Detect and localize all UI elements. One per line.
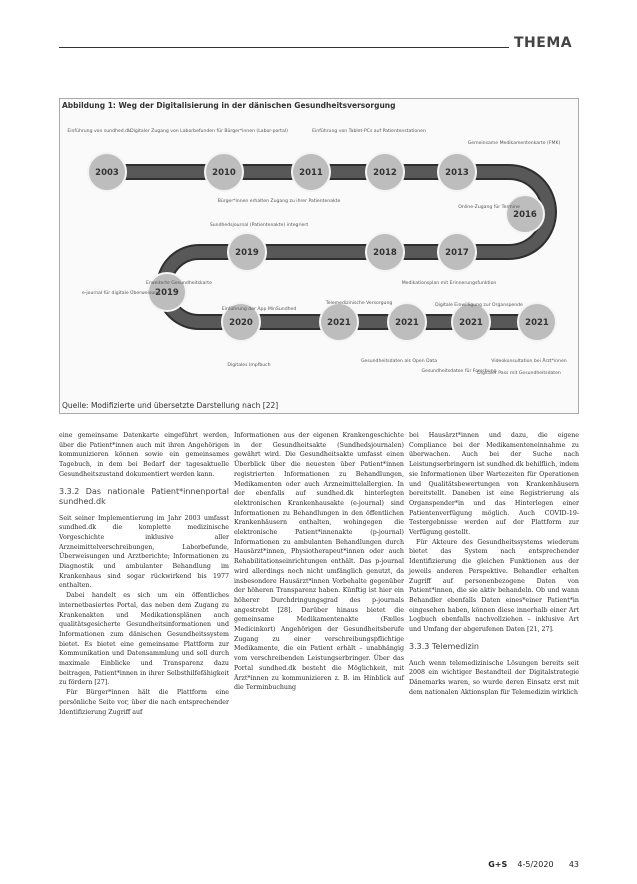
timeline-annotation: e-journal für digitale Überweisung [81,291,161,296]
figure-source: Quelle: Modifizierte und übersetzte Darstellung nach [22] [62,401,279,410]
year-label: 2020 [229,318,253,328]
paragraph: Auch wenn telemedizinische Lösungen bereits seit 2008 ein wichtiger Bestandteil der Digitalstrategie Dänemarks waren, so wurde deren Einsatz erst mit dem nationalen Aktionsplan für Telemedizin wirklich [409,659,579,696]
year-label: 2021 [459,318,483,328]
figure-caption: Abbildung 1: Weg der Digitalisierung in der dänischen Gesundheitsversorgung [62,101,396,110]
text-column-1 [59,431,229,717]
paragraph: Für Bürger*innen hält die Plattform eine persönliche Seite vor, über die nach entsprechender Identifizierung Zugriff auf [59,689,229,716]
issue-number: 4-5/2020 [517,860,554,869]
header-rule [59,47,509,48]
timeline-annotation: Digitaler Zugang von Laborbefunden für Bürger*innen (Labor-portal) [130,129,288,134]
paragraph: Dabei handelt es sich um ein öffentliches internetbasiertes Portal, das neben dem Zugang zu Krankenakten und Medikationsplänen auch qualitätsgesicherte Gesundheitsinformationen und Informationen zum dänischen Gesundheitssystem bietet. Es bietet eine gemeinsame Plattform zur Kommunikation und Datensammlung und soll durch maximale Einblicke und Transparenz dazu beitragen, Patient*innen in ihrer Selbsthilfefähigkeit zu fördern [27]. [59,592,229,687]
page-footer [488,860,579,869]
paragraph: Informationen aus der eigenen Krankengeschichte in der Gesundheitsakte (Sundhedsjournalen) gewährt wird. Die Gesundheitsakte umfasst einen Überblick über die neuesten über Patient*innen registrierten Informationen zu Behandlungen, Medikamenten oder auch Arzneimittelallergien. In der ebenfalls auf sundhed.dk hinterlegten elektronischen Krankenhausakte (e-journal) sind Informationen zu Behandlungen in den öffentlichen Krankenhäusern enthalten, wohingegen die elektronische Patient*innenakte (p-journal) Informationen zu ambulanten Behandlungen durch Hausärzt*innen, Physiotherapeut*innen oder auch Rehabilitationseinrichtungen enthält. Das p-journal wird allerdings noch nicht umfänglich genutzt, da insbesondere Hausärzt*innen Vorbehalte gegenüber der höheren Transparenz haben. Künftig ist hier ein höherer Durchdringungsgrad des p-journals angestrebt [28]. Darüber hinaus bietet die gemeinsame Medikamentenakte (Fælles Medicinkort) Angehörigen der Gesundheitsberufe Zugang zu einer verschreibungspflichtige Medikamente, die ein Patient erhält – unabhängig vom verschreibenden Leistungserbringer. Über das Portal sundhed.dk besteht die Möglichkeit, mit Ärzt*innen zu kommunizieren z. B. im Hinblick auf die Terminbuchung [234,432,404,692]
year-label: 2021 [327,318,351,328]
paragraph: Seit seiner Implementierung im Jahr 2003 umfasst sundhed.dk die komplette medizinische Vorgeschichte inklusive aller Arzneimittelverschreibungen, Laborbefunde, Überweisungen und Arztberichte; Informationen zu Diagnostik und ambulanter Behandlung im Krankenhaus sind sogar rückwirkend bis 1977 enthalten. [59,514,229,590]
timeline-annotation: Telemedizinische Versorgung [325,301,393,306]
year-label: 2013 [445,168,469,178]
text-column-2 [234,431,404,693]
year-label: 2011 [299,168,323,178]
section-heading: 3.3.3 Telemedizin [409,641,479,651]
timeline-annotation: Erweiterte Gesundheitskarte [146,281,212,286]
timeline-annotation: Einführung der App MinSundhed [221,307,297,312]
year-label: 2019 [235,248,259,258]
year-label: 2012 [373,168,397,178]
timeline-annotation: Gesundheitsdaten als Open Data [360,359,438,364]
timeline-annotation: Digitaler Pass mit Gesundheitsdaten [477,371,561,376]
timeline-annotation: Bürger*innen erhalten Zugang zu ihrer Patientenakte [217,199,341,204]
year-label: 2018 [373,248,397,258]
year-label: 2017 [445,248,469,258]
paragraph: eine gemeinsame Datenkarte eingeführt werden, über die Patient*innen auch mit ihren Angehörigen kommunizieren können sowie ein gemeinsames Tagebuch, in dem bei Bedarf der tagesaktuelle Gesundheitszustand dokumentiert werden kann. [59,432,229,478]
page-number: 43 [568,860,579,869]
year-label: 2021 [525,318,549,328]
timeline-annotation: Gesundheitsdaten für Forschung [421,369,497,374]
year-label: 2010 [212,168,236,178]
paragraph: bei Hausärzt*innen und dazu, die eigene Compliance bei der Medikamenteneinnahme zu überwachen. Auch bei der Suche nach Leistungserbringern ist sundhed.dk behilflich, indem sie Informationen über Wartezeiten für Operationen und Qualitätsbewertungen von Krankenhäusern bereitstellt. Daneben ist eine Registrierung als Organspender*in und das Hinterlegen einer Patientenverfügung möglich. Auch COVID-19-Testergebnisse werden auf der Plattform zur Verfügung gestellt. [409,432,579,537]
timeline-annotation: Online-Zugang für Termine [458,205,520,210]
timeline-annotation: Einführung von Tablet-PCs auf Patientenstationen [312,129,426,134]
timeline-diagram [59,98,579,414]
timeline-annotation: Gemeinsame Medikamentenkarte (FMK) [467,141,561,146]
year-label: 2021 [395,318,419,328]
timeline-annotation: Medikationsplan mit Erinnerungsfunktion [401,281,497,286]
timeline-annotation: Einführung von sundhed.dk [67,129,131,134]
section-heading: 3.3.2 Das nationale Patient*innenportal sundhed.dk [59,486,229,506]
year-label: 2016 [513,210,537,220]
paragraph: Für Akteure des Gesundheitssystems wiederum bietet das System nach entsprechender Identifizierung die gleichen Funktionen aus der jeweils anderen Perspektive. Behandler erhalten Zugriff auf personenbezogene Daten von Patient*innen, die sie aktiv behandeln. Ob und wann Behandler ebenfalls Daten eines*einer Patient*in eingesehen haben, können diese innerhalb einer Art Logbuch ebenfalls nachvollziehen – inklusive Art und Umfang der abgerufenen Daten [21, 27]. [409,538,579,634]
year-label: 2003 [95,168,119,178]
timeline-annotation: Digitale Einwilligung zur Organspende [435,303,523,308]
section-title: THEMA [514,35,573,51]
timeline-annotation: Videokonsultation bei Ärzt*innen [491,359,567,364]
text-column-3 [409,431,579,698]
year-label: 2019 [155,288,179,298]
journal-name: G+S [488,860,508,869]
timeline-annotation: Sundhedsjournal (Patientenakte) integriert [209,223,309,228]
timeline-annotation: Digitales Impfbuch [227,363,271,368]
